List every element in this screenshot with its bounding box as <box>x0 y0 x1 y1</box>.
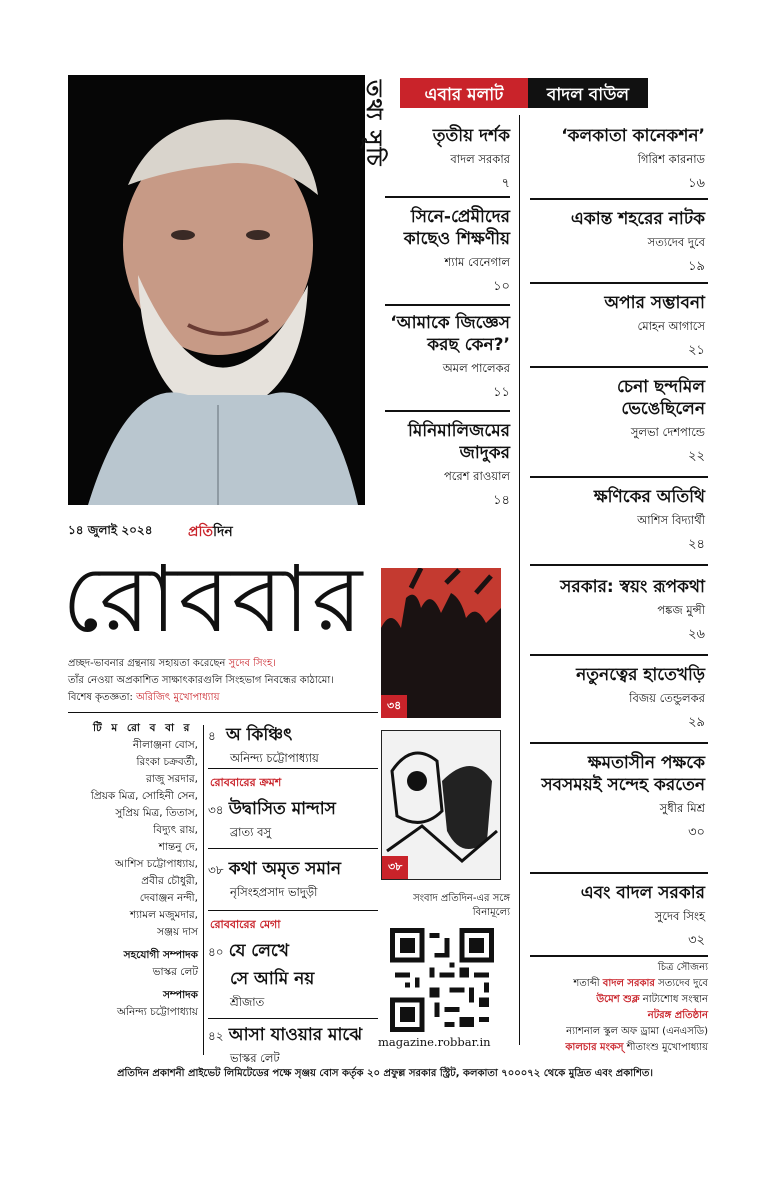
entry-author: মোহন আগাসে <box>637 319 705 333</box>
entry-title: একান্ত শহরের নাটক <box>570 209 705 229</box>
entry-page: ৪ <box>208 729 216 743</box>
toc-entry[interactable] <box>530 208 705 278</box>
entry-title: আসা যাওয়ার মাঝে <box>228 1025 363 1045</box>
entry-title: এবং বাদল সরকার <box>580 883 705 903</box>
entry-author: নৃসিংহপ্রসাদ ভাদুড়ী <box>230 885 318 899</box>
entry-author: ভাস্কর লেট <box>230 1051 280 1065</box>
team-divider <box>203 725 204 1055</box>
team-member: শান্তনু দে, <box>158 841 198 853</box>
entry-author: অনিন্দ্য চট্টোপাধ্যায় <box>230 751 319 765</box>
issue-date: ১৪ জুলাই ২০২৪ <box>68 523 153 537</box>
entry-title: যে লেখে <box>228 941 289 961</box>
entry-author: পরেশ রাওয়াল <box>443 469 510 483</box>
credit-name: সুদেব সিংহ। <box>228 658 276 669</box>
toc-entry[interactable] <box>530 376 705 468</box>
section-label: রোববারের মেগা <box>210 918 281 931</box>
page-tag: ৩৮ <box>382 856 408 879</box>
entry-author: শ্রীজাত <box>230 995 265 1009</box>
team-member: রাজু সরদার, <box>146 773 198 785</box>
toc-entry[interactable] <box>530 882 705 952</box>
entry-title: তৃতীয় দর্শক <box>432 126 510 146</box>
entry-title: ‘কলকাতা কানেকশন’ <box>561 126 705 146</box>
entry-title: ‘আমাকে জিজ্ঞেস করছ কেন?’ <box>390 313 510 355</box>
toc-entry[interactable] <box>530 486 705 556</box>
team-member: বিদ্যুৎ রায়, <box>153 824 198 836</box>
divider <box>530 282 708 284</box>
team-role: সম্পাদক <box>162 989 198 1001</box>
qr-note: সংবাদ প্রতিদিন-এর সঙ্গে বিনামূল্যে <box>413 893 510 918</box>
entry-title: কথা অমৃত সমান <box>228 859 342 879</box>
credit-text: বিশেষ কৃতজ্ঞতা: <box>68 692 133 703</box>
credit-item: বাদল সরকার <box>602 978 655 989</box>
entry-title: সিনে-প্রেমীদের কাছেও শিক্ষণীয় <box>403 207 510 249</box>
divider <box>208 910 378 911</box>
cover-portrait <box>68 75 365 505</box>
credit-item: নটরঙ্গ প্রতিষ্ঠান <box>647 1010 708 1021</box>
entry-author: সুধীর মিশ্র <box>659 801 705 815</box>
entry-page: ২৬ <box>688 627 705 642</box>
credit-item: শীতাংশু মুখোপাধ্যায় <box>626 1042 708 1053</box>
toc-entry[interactable] <box>208 938 378 1013</box>
toc-entry[interactable] <box>380 312 510 404</box>
divider <box>385 410 510 412</box>
illustration-crowd <box>381 568 501 718</box>
entry-page: ৩০ <box>688 825 705 840</box>
banner-black: বাদল বাউল <box>528 78 648 108</box>
toc-entry[interactable] <box>208 856 378 903</box>
entry-author: সুদেব সিংহ <box>654 909 705 923</box>
magazine-url[interactable]: magazine.robbar.in <box>378 1035 491 1049</box>
entry-title: মিনিমালিজমের জাদুকর <box>407 421 510 463</box>
publisher-footer: প্রতিদিন প্রকাশনী প্রাইভেট লিমিটেডের পক্ষে সৃঞ্জয় বোস কর্তৃক ২০ প্রফুল্ল সরকার স্ট্রিট, কলকাতা ৭০০০৭২ থেকে মুদ্রিত এবং প্রকাশিত। <box>117 1068 653 1079</box>
team-member: সঞ্জয় দাস <box>157 926 198 938</box>
brand-prefix: প্রতি <box>188 524 213 540</box>
entry-page: ১৪ <box>493 493 510 508</box>
credit-item: ন্যাশনাল স্কুল অফ ড্রামা (এনএসডি) <box>566 1026 708 1037</box>
entry-page: ১১ <box>493 385 510 400</box>
section-label: রোববারের ক্রমশ <box>210 776 282 789</box>
toc-entry[interactable] <box>530 576 705 646</box>
divider <box>530 564 708 566</box>
team-member: ভাস্কর লেট <box>152 966 198 978</box>
entry-author: আশিস বিদ্যার্থী <box>637 513 705 527</box>
team-member: অনিন্দ্য চট্টোপাধ্যায় <box>116 1006 198 1018</box>
toc-entry[interactable] <box>208 722 378 769</box>
entry-page: ৪০ <box>208 945 224 959</box>
divider <box>530 198 708 200</box>
entry-author: সুলভা দেশপান্ডে <box>630 425 705 439</box>
illustration-comic <box>381 730 501 880</box>
credit-text: প্রচ্ছদ-ভাবনার গ্রন্থনায় সহায়তা করেছেন <box>68 658 226 669</box>
toc-entry[interactable] <box>530 292 705 362</box>
team-member: রিংকা চক্রবর্তী, <box>136 756 198 768</box>
entry-title: ক্ষমতাসীন পক্ষকে সবসময়ই সন্দেহ করতেন <box>541 753 705 795</box>
brand-suffix: দিন <box>212 524 233 540</box>
entry-title: নতুনত্বের হাতেখড়ি <box>576 665 705 685</box>
team-member: আশিস চট্টোপাধ্যায়, <box>115 858 198 870</box>
team-header: টি ম রো ব বা র <box>93 722 193 734</box>
entry-author: পঙ্কজ মুন্সী <box>657 603 705 617</box>
team-role: সহযোগী সম্পাদক <box>123 949 198 961</box>
contents-vertical-label: তথ্য সূচি <box>361 80 386 168</box>
entry-page: ৪২ <box>208 1029 224 1043</box>
entry-page: ৭ <box>501 176 510 191</box>
credit-item: সত্যদেব দুবে <box>658 978 708 989</box>
divider <box>385 196 510 198</box>
divider <box>530 476 708 478</box>
entry-page: ৩২ <box>688 933 705 948</box>
qr-code[interactable] <box>390 928 494 1032</box>
entry-page: ১০ <box>493 279 510 294</box>
toc-entry[interactable] <box>380 125 510 195</box>
entry-page: ৩৪ <box>208 803 224 817</box>
entry-title: সে আমি নয় <box>230 969 315 989</box>
entry-page: ২৪ <box>688 537 705 552</box>
entry-author: অমল পালেকর <box>442 361 510 375</box>
team-member: প্রিয়ক মিত্র, সোহিনী সেন, <box>90 790 198 802</box>
entry-author: বিজয় তেন্ডুলকর <box>629 691 705 705</box>
entry-page: ২২ <box>688 449 705 464</box>
divider <box>208 848 378 849</box>
team-member: প্রবীর চৌধুরী, <box>141 875 198 887</box>
toc-entry[interactable] <box>530 125 705 195</box>
team-member: নীলাঞ্জনা বোস, <box>132 739 198 751</box>
cover-banner <box>400 78 648 108</box>
credit-item: কালচার মংকস্‌ <box>565 1042 624 1053</box>
entry-title: অ কিঞ্চিৎ <box>225 725 293 745</box>
cover-credits <box>68 655 378 706</box>
credit-item: উমেশ শুক্ল <box>596 994 640 1005</box>
entry-title: উদ্বাসিত মান্দাস <box>228 799 336 819</box>
credit-item: শতাব্দী <box>573 978 600 989</box>
credit-name: অরিজিৎ মুখোপাধ্যায় <box>136 692 220 703</box>
divider <box>530 742 708 744</box>
page-tag: ৩৪ <box>381 695 407 718</box>
magazine-masthead: রোববার <box>62 546 365 653</box>
toc-entry[interactable] <box>530 664 705 734</box>
entry-title: চেনা ছন্দমিল ভেঙেছিলেন <box>617 377 705 419</box>
toc-entry[interactable] <box>208 796 378 843</box>
banner-red: এবার মলাট <box>400 78 528 108</box>
divider <box>208 1018 378 1019</box>
entry-page: ২৯ <box>688 715 705 730</box>
team-list <box>68 720 198 1021</box>
credit-item: নাট্যশোধ সংস্থান <box>642 994 708 1005</box>
entry-title: ক্ষণিকের অতিথি <box>593 487 705 507</box>
entry-page: ৩৮ <box>208 863 224 877</box>
entry-author: সত্যদেব দুবে <box>647 235 705 249</box>
divider <box>530 366 708 368</box>
entry-author: ব্রাত্য বসু <box>230 825 272 839</box>
column-divider <box>519 115 520 1045</box>
divider <box>385 304 510 306</box>
divider <box>530 654 708 656</box>
photo-credits-label: চিত্র সৌজন্য <box>657 962 708 973</box>
entry-author: শ্যাম বেনেগাল <box>444 255 510 269</box>
entry-author: বাদল সরকার <box>450 152 510 166</box>
entry-page: ১৯ <box>688 259 705 274</box>
team-member: শ্যামল মজুমদার, <box>129 909 198 921</box>
toc-entry[interactable] <box>530 752 705 844</box>
toc-entry[interactable] <box>208 1022 378 1069</box>
team-member: দেবাঞ্জন নন্দী, <box>139 892 198 904</box>
brand-logo <box>188 520 233 544</box>
credit-text: তাঁর নেওয়া অপ্রকাশিত সাক্ষাৎকারগুলি সিংহভাগ নিবন্ধের কাঠামো। <box>68 675 334 686</box>
entry-title: অপার সম্ভাবনা <box>604 293 705 313</box>
toc-entry[interactable] <box>380 206 510 298</box>
divider <box>208 768 378 769</box>
divider <box>68 712 378 713</box>
entry-page: ২১ <box>688 343 705 358</box>
divider <box>530 872 708 874</box>
team-member: সুপ্রিয় মিত্র, তিতাস, <box>115 807 198 819</box>
toc-entry[interactable] <box>380 420 510 512</box>
photo-credits <box>530 960 708 1056</box>
divider <box>530 955 708 957</box>
entry-title: সরকার: স্বয়ং রূপকথা <box>560 577 705 597</box>
entry-page: ১৬ <box>688 176 705 191</box>
entry-author: গিরিশ কারনাড <box>637 152 705 166</box>
